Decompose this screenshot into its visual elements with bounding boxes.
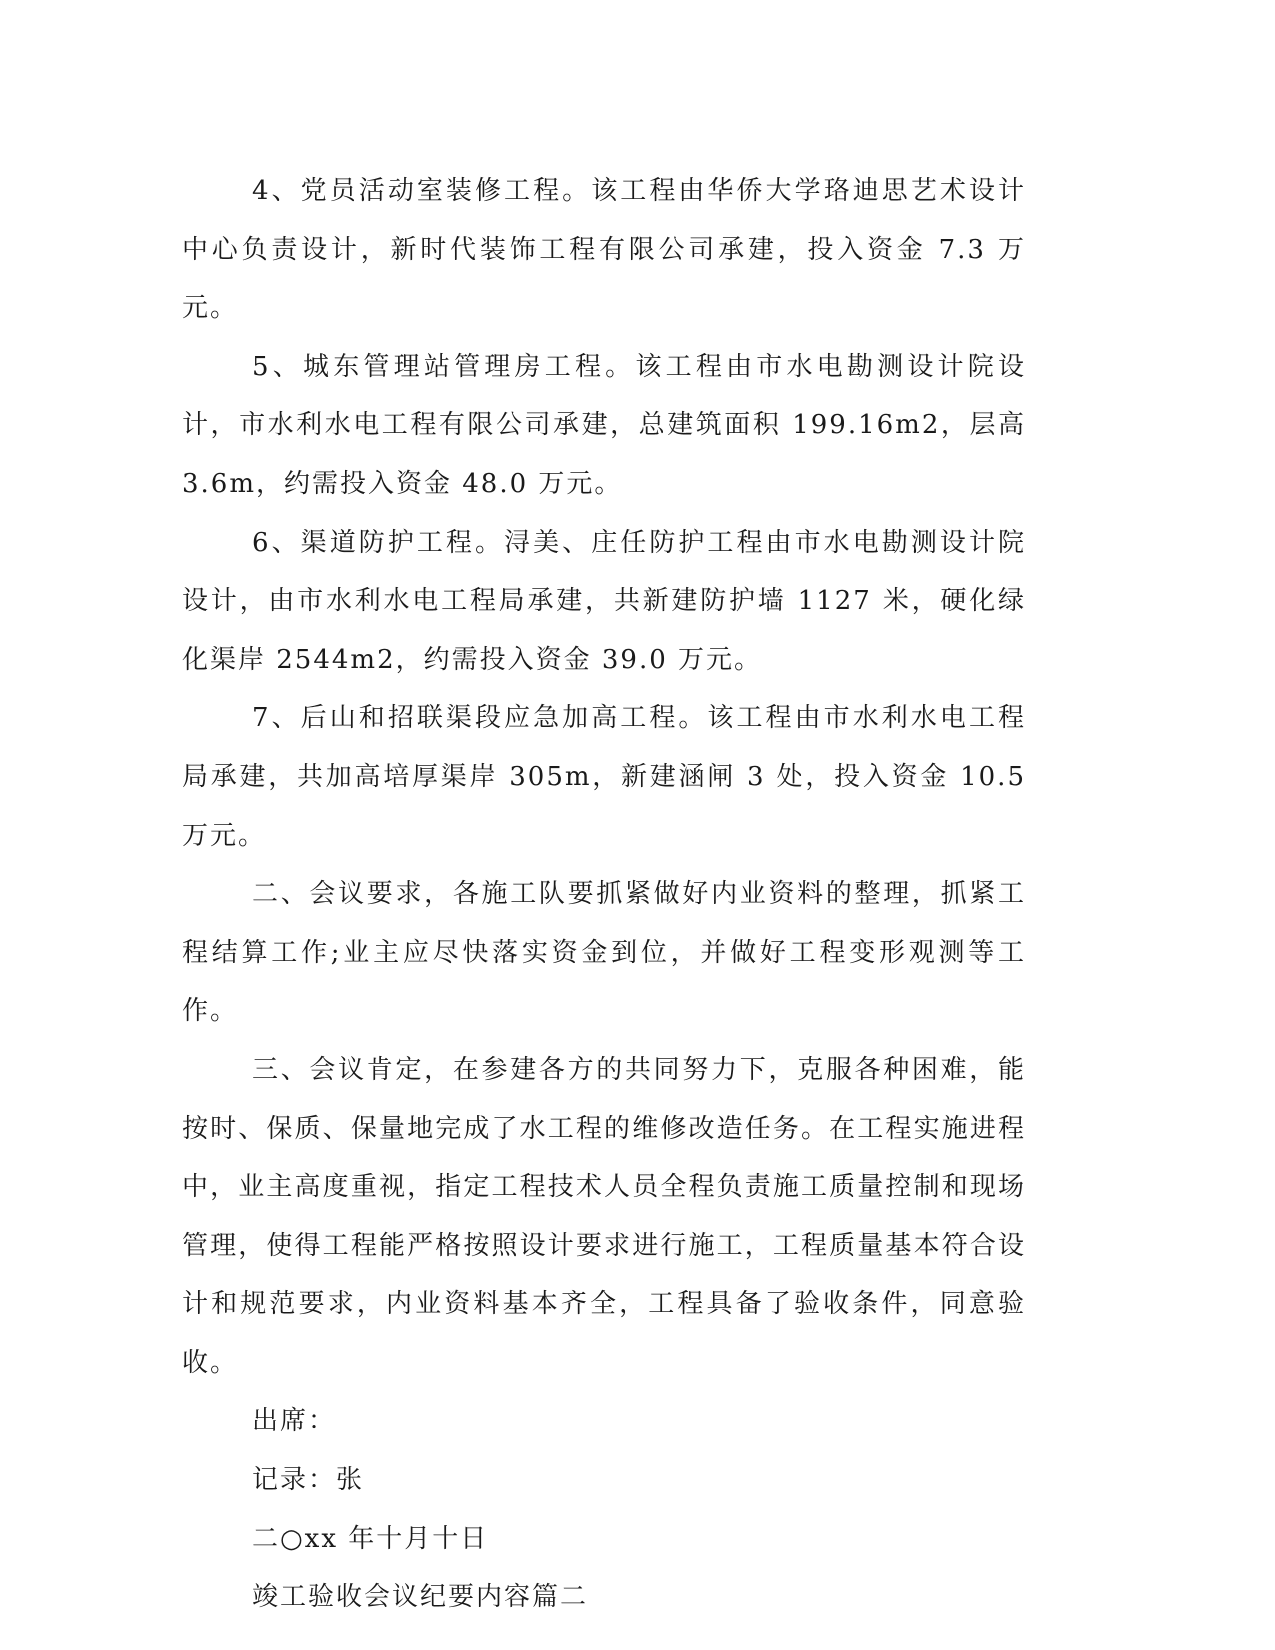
paragraph-section-2: 二、会议要求，各施工队要抓紧做好内业资料的整理，抓紧工程结算工作;业主应尽快落实资金到位，并做好工程变形观测等工作。	[182, 879, 1026, 1027]
paragraph-item-5: 5、城东管理站管理房工程。该工程由市水电勘测设计院设计，市水利水电工程有限公司承建，总建筑面积 199.16m2，层高 3.6m，约需投入资金 48.0 万元。	[182, 351, 1037, 499]
date-line: 二○xx 年十月十日	[252, 1523, 489, 1554]
paragraph-section-3: 三、会议肯定，在参建各方的共同努力下，克服各种困难，能按时、保质、保量地完成了水工程的维修改造任务。在工程实施进程中，业主高度重视，指定工程技术人员全程负责施工质量控制和现场管理，使得工程能严格按照设计要求进行施工，工程质量基本符合设计和规范要求，内业资料基本齐全，工程具备了验收条件，同意验收。	[182, 1054, 1026, 1378]
recorder-line: 记录：张	[252, 1465, 365, 1496]
paragraph-item-7: 7、后山和招联渠段应急加高工程。该工程由市水利水电工程局承建，共加高培厚渠岸 305m，新建涵闸 3 处，投入资金 10.5 万元。	[182, 703, 1037, 851]
attendance-line: 出席：	[252, 1406, 337, 1437]
document-body	[182, 162, 1037, 1627]
paragraph-item-4: 4、党员活动室装修工程。该工程由华侨大学珞迪思艺术设计中心负责设计，新时代装饰工程有限公司承建，投入资金 7.3 万元。	[182, 176, 1026, 324]
paragraph-item-6: 6、渠道防护工程。浔美、庄任防护工程由市水电勘测设计院设计，由市水利水电工程局承建，共新建防护墙 1127 米，硬化绿化渠岸 2544m2，约需投入资金 39.0 万元。	[182, 527, 1026, 675]
next-section-title: 竣工验收会议纪要内容篇二	[252, 1582, 589, 1613]
